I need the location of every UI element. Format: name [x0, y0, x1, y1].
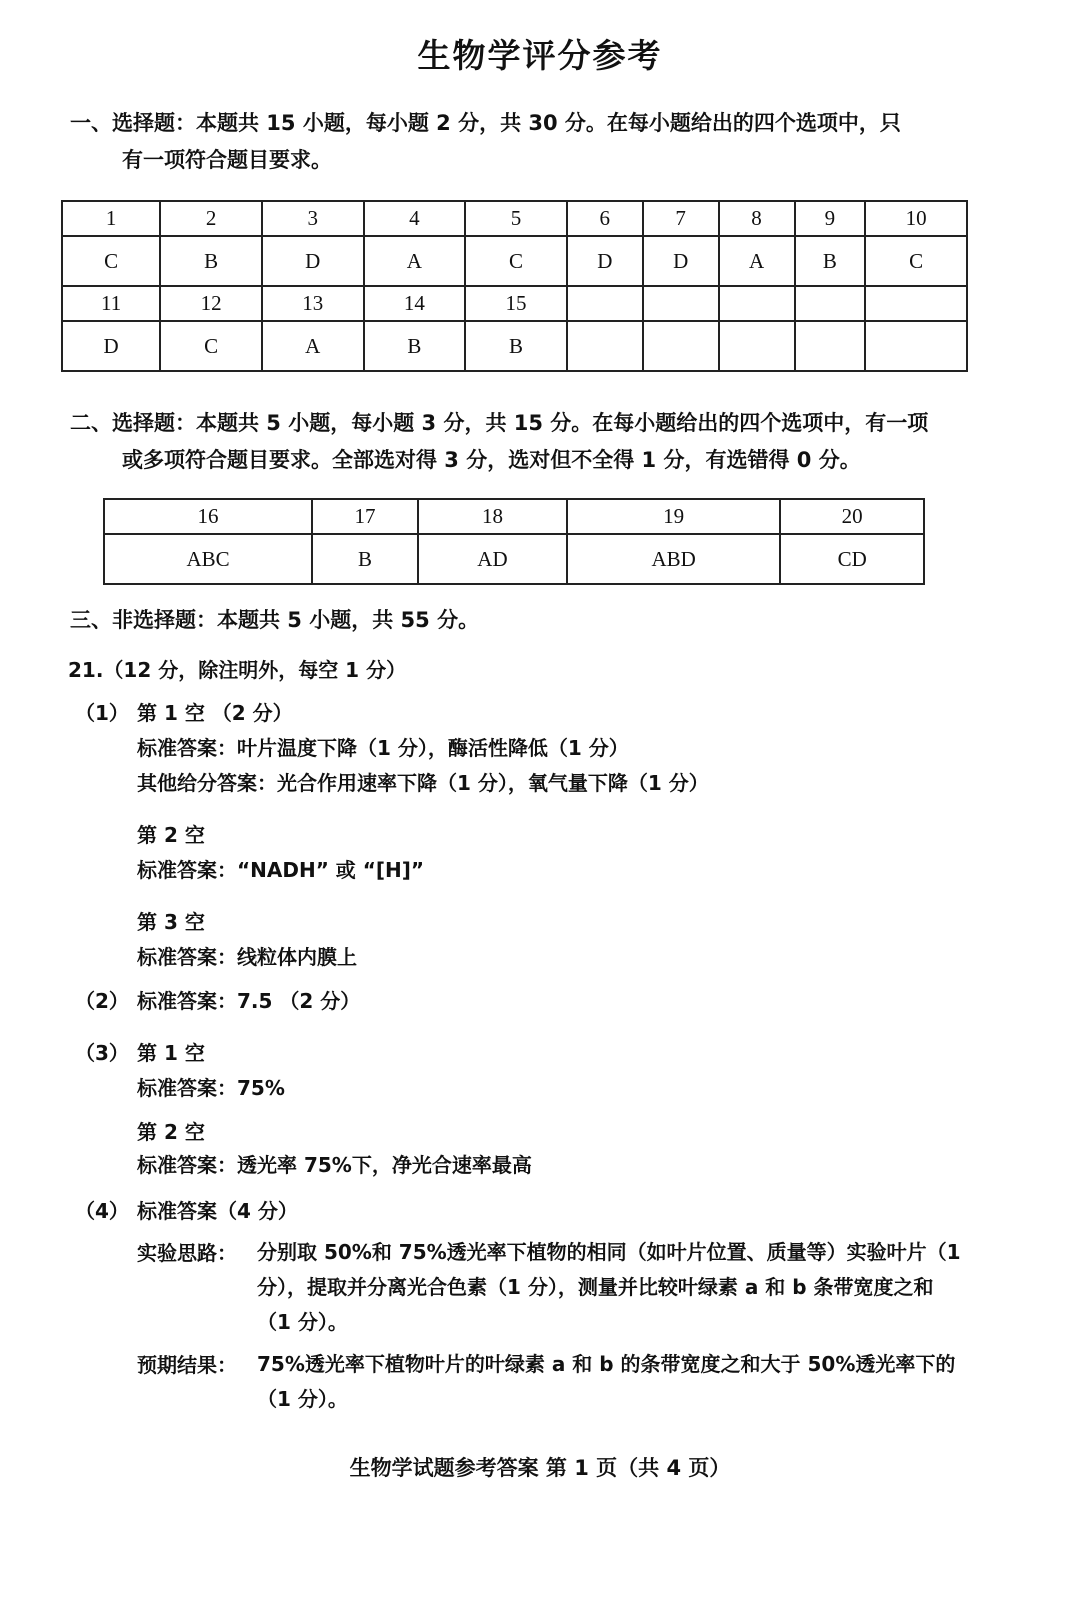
question-number-row [62, 201, 967, 236]
question-number-cell [719, 286, 795, 321]
answer-cell: C [865, 236, 967, 286]
q21-part1-blank3-standard: 标准答案：线粒体内膜上 [137, 945, 357, 969]
answer-cell [719, 321, 795, 371]
question-number-row [104, 499, 924, 534]
question-number-cell: 8 [719, 201, 795, 236]
section1-answer-table [61, 200, 968, 372]
answer-cell [865, 321, 967, 371]
page-footer: 生物学试题参考答案 第 1 页（共 4 页） [349, 1456, 731, 1480]
answer-cell: B [465, 321, 567, 371]
q21-part1-blank2-standard: 标准答案：“NADH” 或 “[H]” [137, 858, 425, 882]
answer-cell [795, 321, 866, 371]
question-number-cell: 11 [62, 286, 160, 321]
q21-part1-blank1-other: 其他给分答案：光合作用速率下降（1 分），氧气量下降（1 分） [137, 771, 709, 795]
question-number-cell: 12 [160, 286, 262, 321]
answer-cell: B [312, 534, 418, 584]
answer-cell: C [62, 236, 160, 286]
section1-line1: 一、选择题：本题共 15 小题，每小题 2 分，共 30 分。在每小题给出的四个选项中，只 [70, 111, 901, 135]
section2-line2: 或多项符合题目要求。全部选对得 3 分，选对但不全得 1 分，有选错得 0 分。 [122, 448, 861, 472]
section2-answer-table [103, 498, 925, 585]
question-number-cell: 14 [364, 286, 466, 321]
q21-part4-idea-text: 分别取 50%和 75%透光率下植物的相同（如叶片位置、质量等）实验叶片（1 分），提取并分离光合色素（1 分），测量并比较叶绿素 a 和 b 条带宽度之和（1 分）。 [257, 1240, 961, 1334]
page-title: 生物学评分参考 [417, 36, 663, 75]
q21-part2-label: （2） [75, 989, 129, 1013]
q21-part2-standard: 标准答案：7.5 （2 分） [137, 989, 361, 1013]
q21-part4-result-label: 预期结果： [137, 1353, 237, 1377]
q21-part4-label: （4） [75, 1199, 129, 1223]
question-number-cell: 18 [418, 499, 567, 534]
answer-cell: ABC [104, 534, 312, 584]
answer-cell: B [160, 236, 262, 286]
q21-part3-blank1-standard: 标准答案：75% [137, 1076, 285, 1100]
answer-row [104, 534, 924, 584]
question-number-cell: 16 [104, 499, 312, 534]
answer-cell [567, 321, 643, 371]
answer-cell: D [567, 236, 643, 286]
answer-cell: CD [780, 534, 924, 584]
q21-part3-blank1: 第 1 空 [137, 1041, 205, 1065]
question-number-cell: 15 [465, 286, 567, 321]
question-number-cell: 17 [312, 499, 418, 534]
question-number-cell [643, 286, 719, 321]
q21-part4-idea-label: 实验思路： [137, 1241, 237, 1265]
answer-cell: D [643, 236, 719, 286]
q21-part4-result-text: 75%透光率下植物叶片的叶绿素 a 和 b 的条带宽度之和大于 50%透光率下的（1 分）。 [257, 1352, 956, 1411]
answer-cell: C [160, 321, 262, 371]
answer-cell [643, 321, 719, 371]
section2-line1: 二、选择题：本题共 5 小题，每小题 3 分，共 15 分。在每小题给出的四个选项中，有一项 [70, 411, 929, 435]
question-number-cell: 5 [465, 201, 567, 236]
question-number-cell: 10 [865, 201, 967, 236]
question-number-cell [795, 286, 866, 321]
q21-part1-blank1-standard: 标准答案：叶片温度下降（1 分），酶活性降低（1 分） [137, 736, 629, 760]
question-number-row [62, 286, 967, 321]
answer-cell: A [719, 236, 795, 286]
question-number-cell: 2 [160, 201, 262, 236]
question-number-cell: 13 [262, 286, 364, 321]
q21-part1-blank1: 第 1 空 （2 分） [137, 701, 293, 725]
q21-header: 21.（12 分，除注明外，每空 1 分） [68, 658, 407, 682]
question-number-cell [865, 286, 967, 321]
q21-part4-standard: 标准答案（4 分） [137, 1199, 298, 1223]
answer-cell: B [795, 236, 866, 286]
answer-cell: ABD [567, 534, 780, 584]
question-number-cell: 7 [643, 201, 719, 236]
question-number-cell: 20 [780, 499, 924, 534]
section2-instructions [70, 405, 1010, 479]
answer-cell: B [364, 321, 466, 371]
q21-part3-label: （3） [75, 1041, 129, 1065]
section3-heading: 三、非选择题：本题共 5 小题，共 55 分。 [70, 608, 480, 632]
answer-cell: AD [418, 534, 567, 584]
question-number-cell: 19 [567, 499, 780, 534]
q21-part1-label: （1） [75, 701, 129, 725]
question-number-cell: 3 [262, 201, 364, 236]
question-number-cell: 6 [567, 201, 643, 236]
question-number-cell: 1 [62, 201, 160, 236]
question-number-cell: 9 [795, 201, 866, 236]
question-number-cell [567, 286, 643, 321]
q21-part1-blank3: 第 3 空 [137, 910, 205, 934]
answer-cell: A [364, 236, 466, 286]
answer-cell: A [262, 321, 364, 371]
answer-cell: D [62, 321, 160, 371]
answer-cell: C [465, 236, 567, 286]
q21-part1-blank2: 第 2 空 [137, 823, 205, 847]
question-number-cell: 4 [364, 201, 466, 236]
section1-line2: 有一项符合题目要求。 [122, 148, 332, 172]
section1-instructions [70, 105, 990, 179]
answer-row [62, 321, 967, 371]
q21-part3-blank2: 第 2 空 [137, 1120, 205, 1144]
q21-part3-blank2-standard: 标准答案：透光率 75%下，净光合速率最高 [137, 1153, 532, 1177]
answer-row [62, 236, 967, 286]
answer-cell: D [262, 236, 364, 286]
